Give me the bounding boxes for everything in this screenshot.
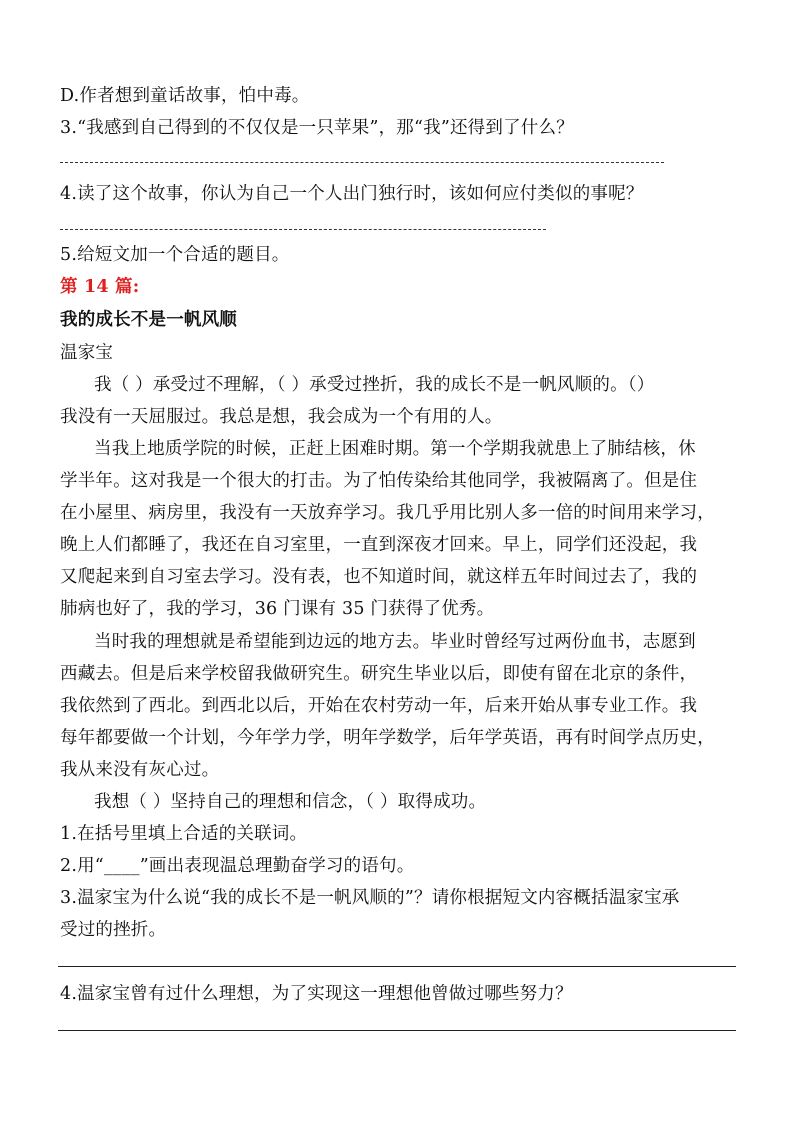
article-author: 温家宝: [60, 343, 114, 363]
paragraph-1-line-2: 我没有一天屈服过。我总是想，我会成为一个有用的人。: [60, 407, 503, 427]
exercise-3-line-2: 受过的挫折。: [60, 920, 167, 940]
paragraph-3-line-3: 我依然到了西北。到西北以后，开始在农村劳动一年，后来开始从事专业工作。我: [60, 696, 698, 716]
answer-line-exercise-4: [58, 1030, 736, 1031]
question-3: 3.“我感到自己得到的不仅仅是一只苹果”，那“我”还得到了什么？: [60, 118, 574, 138]
paragraph-4: 我想（ ）坚持自己的理想和信念，（ ）取得成功。: [94, 792, 487, 812]
exercise-4: 4.温家宝曾有过什么理想，为了实现这一理想他曾做过哪些努力？: [60, 984, 573, 1004]
exercise-1: 1.在括号里填上合适的关联词。: [60, 824, 308, 844]
paragraph-2-line-6: 肺病也好了，我的学习，36 门课有 35 门获得了优秀。: [60, 599, 495, 619]
paragraph-3-line-4: 每年都要做一个计划，今年学力学，明年学数学，后年学英语，再有时间学点历史，: [60, 728, 715, 748]
paragraph-2-line-3: 在小屋里、病房里，我没有一天放弃学习。我几乎用比别人多一倍的时间用来学习，: [60, 503, 715, 523]
paragraph-2-line-1: 当我上地质学院的时候，正赶上困难时期。第一个学期我就患上了肺结核，休: [94, 439, 696, 459]
answer-line-q4: [60, 229, 546, 230]
question-5: 5.给短文加一个合适的题目。: [60, 245, 290, 265]
exercise-3-line-1: 3.温家宝为什么说“我的成长不是一帆风顺的”？请你根据短文内容概括温家宝承: [60, 888, 680, 908]
paragraph-3-line-2: 西藏去。但是后来学校留我做研究生。研究生毕业以后，即使有留在北京的条件，: [60, 664, 698, 684]
answer-line-q3: [60, 162, 664, 163]
paragraph-1-line-1: 我（ ）承受过不理解，（ ）承受过挫折，我的成长不是一帆风顺的。（）: [94, 375, 655, 395]
answer-line-exercise-3: [58, 966, 736, 967]
exercise-2: 2.用“____”画出表现温总理勤奋学习的语句。: [60, 856, 415, 876]
paragraph-2-line-5: 又爬起来到自习室去学习。没有表，也不知道时间，就这样五年时间过去了，我的: [60, 567, 698, 587]
article-title: 我的成长不是一帆风顺: [60, 310, 237, 330]
question-4: 4.读了这个故事，你认为自己一个人出门独行时，该如何应付类似的事呢？: [60, 184, 644, 204]
section-heading: 第 14 篇:: [60, 277, 140, 297]
paragraph-3-line-5: 我从来没有灰心过。: [60, 760, 220, 780]
paragraph-2-line-4: 晚上人们都睡了，我还在自习室里，一直到深夜才回来。早上，同学们还没起，我: [60, 535, 698, 555]
option-d: D.作者想到童话故事，怕中毒。: [60, 86, 310, 106]
paragraph-3-line-1: 当时我的理想就是希望能到边远的地方去。毕业时曾经写过两份血书，志愿到: [94, 632, 696, 652]
paragraph-2-line-2: 学半年。这对我是一个很大的打击。为了怕传染给其他同学，我被隔离了。但是住: [60, 471, 698, 491]
